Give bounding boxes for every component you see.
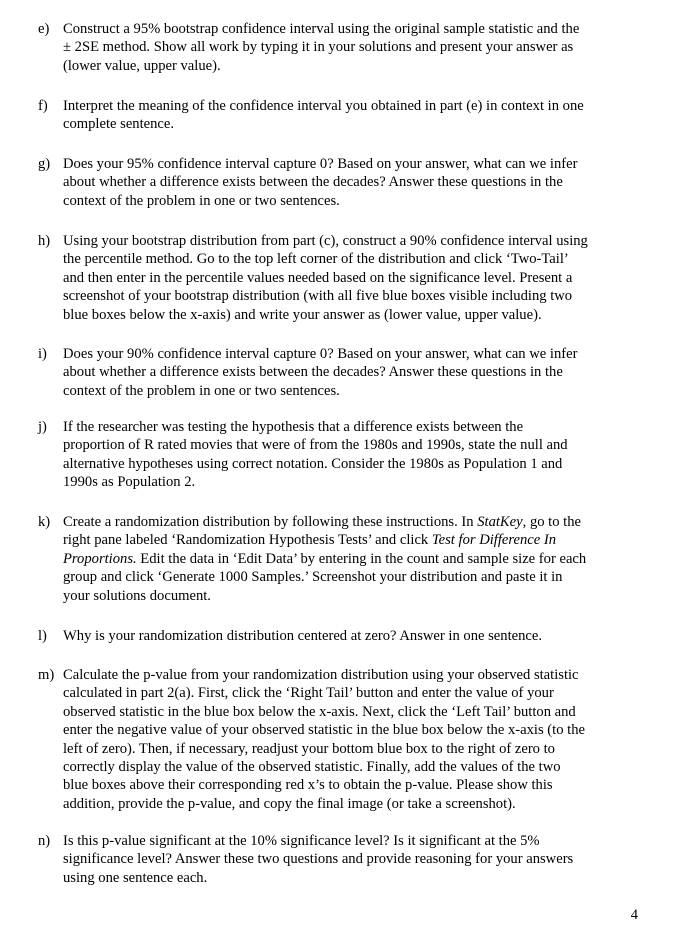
question-label: k) xyxy=(38,514,51,530)
text-line: and then enter in the percentile values needed based on the significance level. Present a xyxy=(63,269,573,286)
text-line xyxy=(63,531,648,549)
question-label: i) xyxy=(38,346,47,362)
text-segment: Create a randomization distribution by following these instructions. In xyxy=(63,514,478,530)
test-name-emphasis: Proportions. xyxy=(63,550,137,567)
text-line: (lower value, upper value). xyxy=(63,57,221,74)
question-text xyxy=(63,418,648,492)
text-segment: Edit the data in ‘Edit Data’ by entering in the count and sample size for each xyxy=(136,550,587,567)
text-line: Interpret the meaning of the confidence interval you obtained in part (e) in context in one xyxy=(63,98,584,114)
question-e xyxy=(38,20,648,75)
page-number: 4 xyxy=(630,907,638,923)
text-line: about whether a difference exists between the decades? Answer these questions in the xyxy=(63,174,563,191)
question-l xyxy=(38,627,648,645)
text-line: left of zero). Then, if necessary, readjust your bottom blue box to the right of zero to xyxy=(63,740,555,757)
text-line: Using your bootstrap distribution from part (c), construct a 90% confidence interval using xyxy=(63,233,588,249)
text-line: Construct a 95% bootstrap confidence interval using the original sample statistic and the xyxy=(63,21,580,37)
question-text xyxy=(63,666,648,813)
test-name-emphasis: Test for Difference In xyxy=(431,532,557,549)
question-n xyxy=(38,832,648,887)
text-line: group and click ‘Generate 1000 Samples.’ Screenshot your distribution and paste it in xyxy=(63,569,563,586)
question-m xyxy=(38,666,648,813)
question-text xyxy=(63,513,648,605)
question-label: h) xyxy=(38,233,51,249)
question-label: f) xyxy=(38,98,48,114)
question-f xyxy=(38,97,648,134)
question-k xyxy=(38,513,648,605)
question-label: e) xyxy=(38,21,50,37)
question-label: m) xyxy=(38,667,55,683)
text-line: your solutions document. xyxy=(63,587,211,604)
text-line: Does your 90% confidence interval capture 0? Based on your answer, what can we infer xyxy=(63,346,578,362)
statkey-emphasis: StatKey xyxy=(477,514,523,530)
text-segment: , go to the xyxy=(522,514,582,530)
text-line xyxy=(63,550,648,568)
text-line: Is this p-value significant at the 10% significance level? Is it significant at the 5% xyxy=(63,833,540,849)
text-line: using one sentence each. xyxy=(63,869,208,886)
text-line: addition, provide the p-value, and copy the final image (or take a screenshot). xyxy=(63,795,516,812)
question-label: l) xyxy=(38,628,47,644)
text-line: the percentile method. Go to the top left corner of the distribution and click ‘Two-Tail’ xyxy=(63,251,569,268)
text-line: If the researcher was testing the hypothesis that a difference exists between the xyxy=(63,419,524,435)
text-line: blue boxes below the x-axis) and write your answer as (lower value, upper value). xyxy=(63,306,542,323)
question-label: j) xyxy=(38,419,47,435)
question-i xyxy=(38,345,648,400)
question-h xyxy=(38,232,648,324)
text-line: Calculate the p-value from your randomization distribution using your observed statistic xyxy=(63,667,579,683)
text-line: alternative hypotheses using correct notation. Consider the 1980s as Population 1 and xyxy=(63,455,563,472)
question-g xyxy=(38,155,648,210)
text-line: ± 2SE method. Show all work by typing it in your solutions and present your answer as xyxy=(63,39,574,56)
text-line: Does your 95% confidence interval capture 0? Based on your answer, what can we infer xyxy=(63,156,578,172)
text-line: enter the negative value of your observed statistic in the blue box below the x-axis (to the xyxy=(63,722,585,739)
text-line: proportion of R rated movies that were of from the 1980s and 1990s, state the null and xyxy=(63,437,568,454)
question-text xyxy=(63,232,648,324)
text-line: Why is your randomization distribution centered at zero? Answer in one sentence. xyxy=(63,628,543,644)
text-line: calculated in part 2(a). First, click the ‘Right Tail’ button and enter the value of your xyxy=(63,685,554,702)
text-line: screenshot of your bootstrap distribution (with all five blue boxes visible including two xyxy=(63,288,573,305)
question-label: n) xyxy=(38,833,51,849)
question-text xyxy=(63,20,648,75)
text-line: significance level? Answer these two questions and provide reasoning for your answers xyxy=(63,851,574,868)
question-text xyxy=(63,345,648,400)
text-segment: right pane labeled ‘Randomization Hypothesis Tests’ and click xyxy=(63,532,432,549)
question-text xyxy=(63,155,648,210)
question-text xyxy=(63,627,648,645)
question-text xyxy=(63,832,648,887)
text-line: about whether a difference exists between the decades? Answer these questions in the xyxy=(63,364,563,381)
question-j xyxy=(38,418,648,492)
text-line xyxy=(63,513,648,531)
text-line: context of the problem in one or two sentences. xyxy=(63,192,340,209)
question-text xyxy=(63,97,648,134)
text-line: blue boxes above their corresponding red x’s to obtain the p-value. Please show this xyxy=(63,777,553,794)
question-label: g) xyxy=(38,156,51,172)
text-line: correctly display the value of the observed statistic. Finally, add the values of the two xyxy=(63,759,561,776)
text-line: context of the problem in one or two sentences. xyxy=(63,382,340,399)
text-line: complete sentence. xyxy=(63,116,175,133)
text-line: observed statistic in the blue box below the x-axis. Next, click the ‘Left Tail’ button and xyxy=(63,703,576,720)
text-line: 1990s as Population 2. xyxy=(63,474,196,491)
